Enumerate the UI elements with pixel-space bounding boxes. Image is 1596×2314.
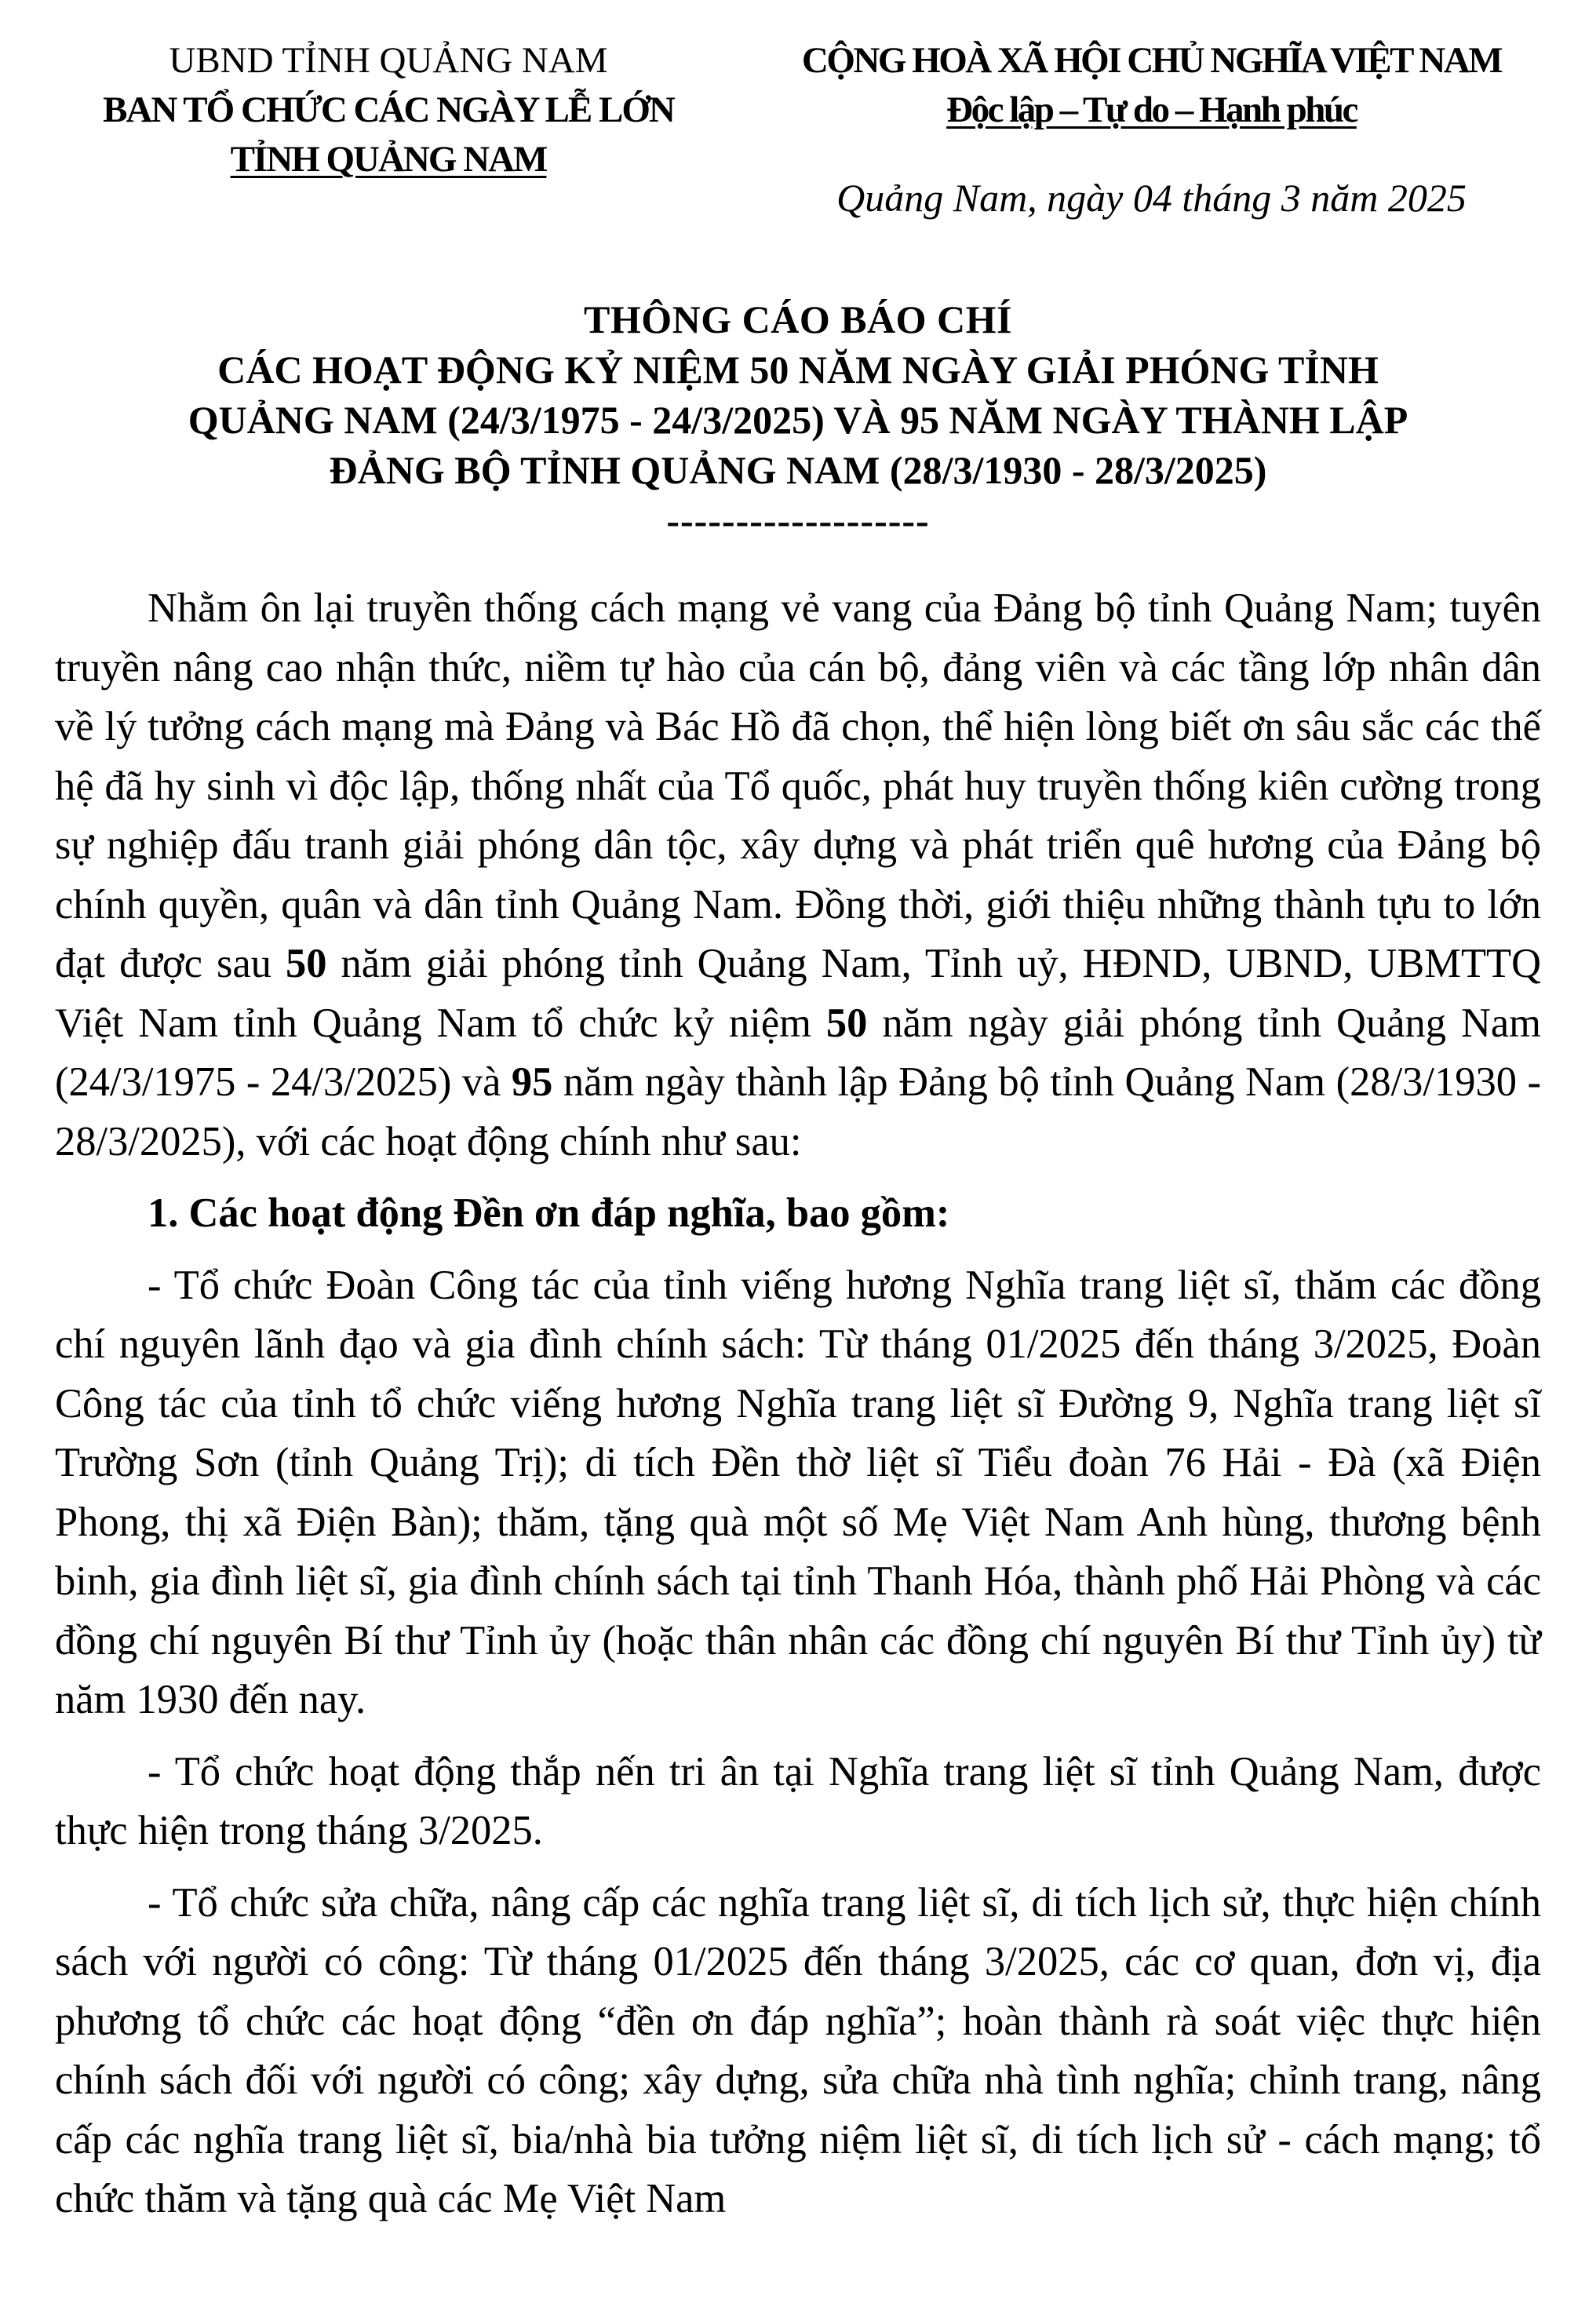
intro-text-4: năm ngày thành lập Đảng bộ tỉnh Quảng Nam (28/3/1930 - 28/3/2025), với các hoạt động chính như sau: [55,1059,1541,1164]
section-1-item: - Tổ chức hoạt động thắp nến tri ân tại Nghĩa trang liệt sĩ tỉnh Quảng Nam, được thực hiện trong tháng 3/2025. [55,1748,1541,1853]
agency-line-3 [55,135,722,184]
title-divider: ------------------- [666,498,930,542]
intro-text-2: năm giải phóng tỉnh Quảng Nam, Tỉnh uỷ, HĐND, UBND, UBMTTQ Việt Nam tỉnh Quảng Nam tổ chức kỷ niệm [55,941,1542,1046]
national-motto [745,36,1558,135]
agency-line-2: BAN TỔ CHỨC CÁC NGÀY LỄ LỚN [103,89,674,130]
intro-paragraph [55,579,1541,1172]
intro-number-95: 95 [511,1059,553,1105]
intro-number-50b: 50 [825,1000,868,1046]
agency-line-1: UBND TỈNH QUẢNG NAM [169,40,608,81]
document-body [55,579,1541,2229]
intro-text-1: Nhằm ôn lại truyền thống cách mạng vẻ vang của Đảng bộ tỉnh Quảng Nam; tuyên truyền nâng cao nhận thức, niềm tự hào của cán bộ, đảng viên và các tầng lớp nhân dân về lý tưởng cách mạng mà Đảng và Bác Hồ đã chọn, thể hiện lòng biết ơn sâu sắc các thế hệ đã hy sinh vì độc lập, thống nhất của Tổ quốc, phát huy truyền thống kiên cường trong sự nghiệp đấu tranh giải phóng dân tộc, xây dựng và phát triển quê hương của Đảng bộ chính quyền, quân và dân tỉnh Quảng Nam. Đồng thời, giới thiệu những thành tựu to lớn đạt được sau [55,585,1541,986]
motto-line-2-text: Độc lập – Tự do – Hạnh phúc [946,89,1357,130]
title-line-3: QUẢNG NAM (24/3/1975 - 24/3/2025) VÀ 95 NĂM NGÀY THÀNH LẬP [188,398,1408,442]
issuing-agency [55,36,722,184]
intro-number-50a: 50 [285,941,327,986]
section-1-item: - Tổ chức sửa chữa, nâng cấp các nghĩa trang liệt sĩ, di tích lịch sử, thực hiện chính sách với người có công: Từ tháng 01/2025 đến tháng 3/2025, các cơ quan, đơn vị, địa phương tổ chức các hoạt động “đền ơn đáp nghĩa”; hoàn thành rà soát việc thực hiện chính sách đối với người có công; xây dựng, sửa chữa nhà tình nghĩa; chỉnh trang, nâng cấp các nghĩa trang liệt sĩ, bia/nhà bia tưởng niệm liệt sĩ, di tích lịch sử - cách mạng; tổ chức thăm và tặng quà các Mẹ Việt Nam [55,1879,1541,2221]
document-title [55,294,1541,545]
title-line-4: ĐẢNG BỘ TỈNH QUẢNG NAM (28/3/1930 - 28/3/2025) [329,448,1267,492]
section-1-item: - Tổ chức Đoàn Công tác của tỉnh viếng hương Nghĩa trang liệt sĩ, thăm các đồng chí nguyên lãnh đạo và gia đình chính sách: Từ tháng 01/2025 đến tháng 3/2025, Đoàn Công tác của tỉnh tổ chức viếng hương Nghĩa trang liệt sĩ Đường 9, Nghĩa trang liệt sĩ Trường Sơn (tỉnh Quảng Trị); di tích Đền thờ liệt sĩ Tiểu đoàn 76 Hải - Đà (xã Điện Phong, thị xã Điện Bàn); thăm, tặng quà một số Mẹ Việt Nam Anh hùng, thương bệnh binh, gia đình liệt sĩ, gia đình chính sách tại tỉnh Thanh Hóa, thành phố Hải Phòng và các đồng chí nguyên Bí thư Tỉnh ủy (hoặc thân nhân các đồng chí nguyên Bí thư Tỉnh ủy) từ năm 1930 đến nay. [55,1262,1541,1722]
title-line-2: CÁC HOẠT ĐỘNG KỶ NIỆM 50 NĂM NGÀY GIẢI PHÓNG TỈNH [217,348,1379,392]
title-line-1: THÔNG CÁO BÁO CHÍ [583,297,1013,341]
motto-line-2 [745,86,1558,135]
intro-text-3: năm ngày giải phóng tỉnh Quảng Nam (24/3/1975 - 24/3/2025) và [55,1000,1541,1105]
section-1-heading: 1. Các hoạt động Đền ơn đáp nghĩa, bao gồm: [148,1190,950,1236]
document-date: Quảng Nam, ngày 04 tháng 3 năm 2025 [836,176,1467,220]
agency-line-3-text: TỈNH QUẢNG NAM [230,139,547,180]
motto-line-1: CỘNG HOÀ XÃ HỘI CHỦ NGHĨA VIỆT NAM [801,40,1502,81]
